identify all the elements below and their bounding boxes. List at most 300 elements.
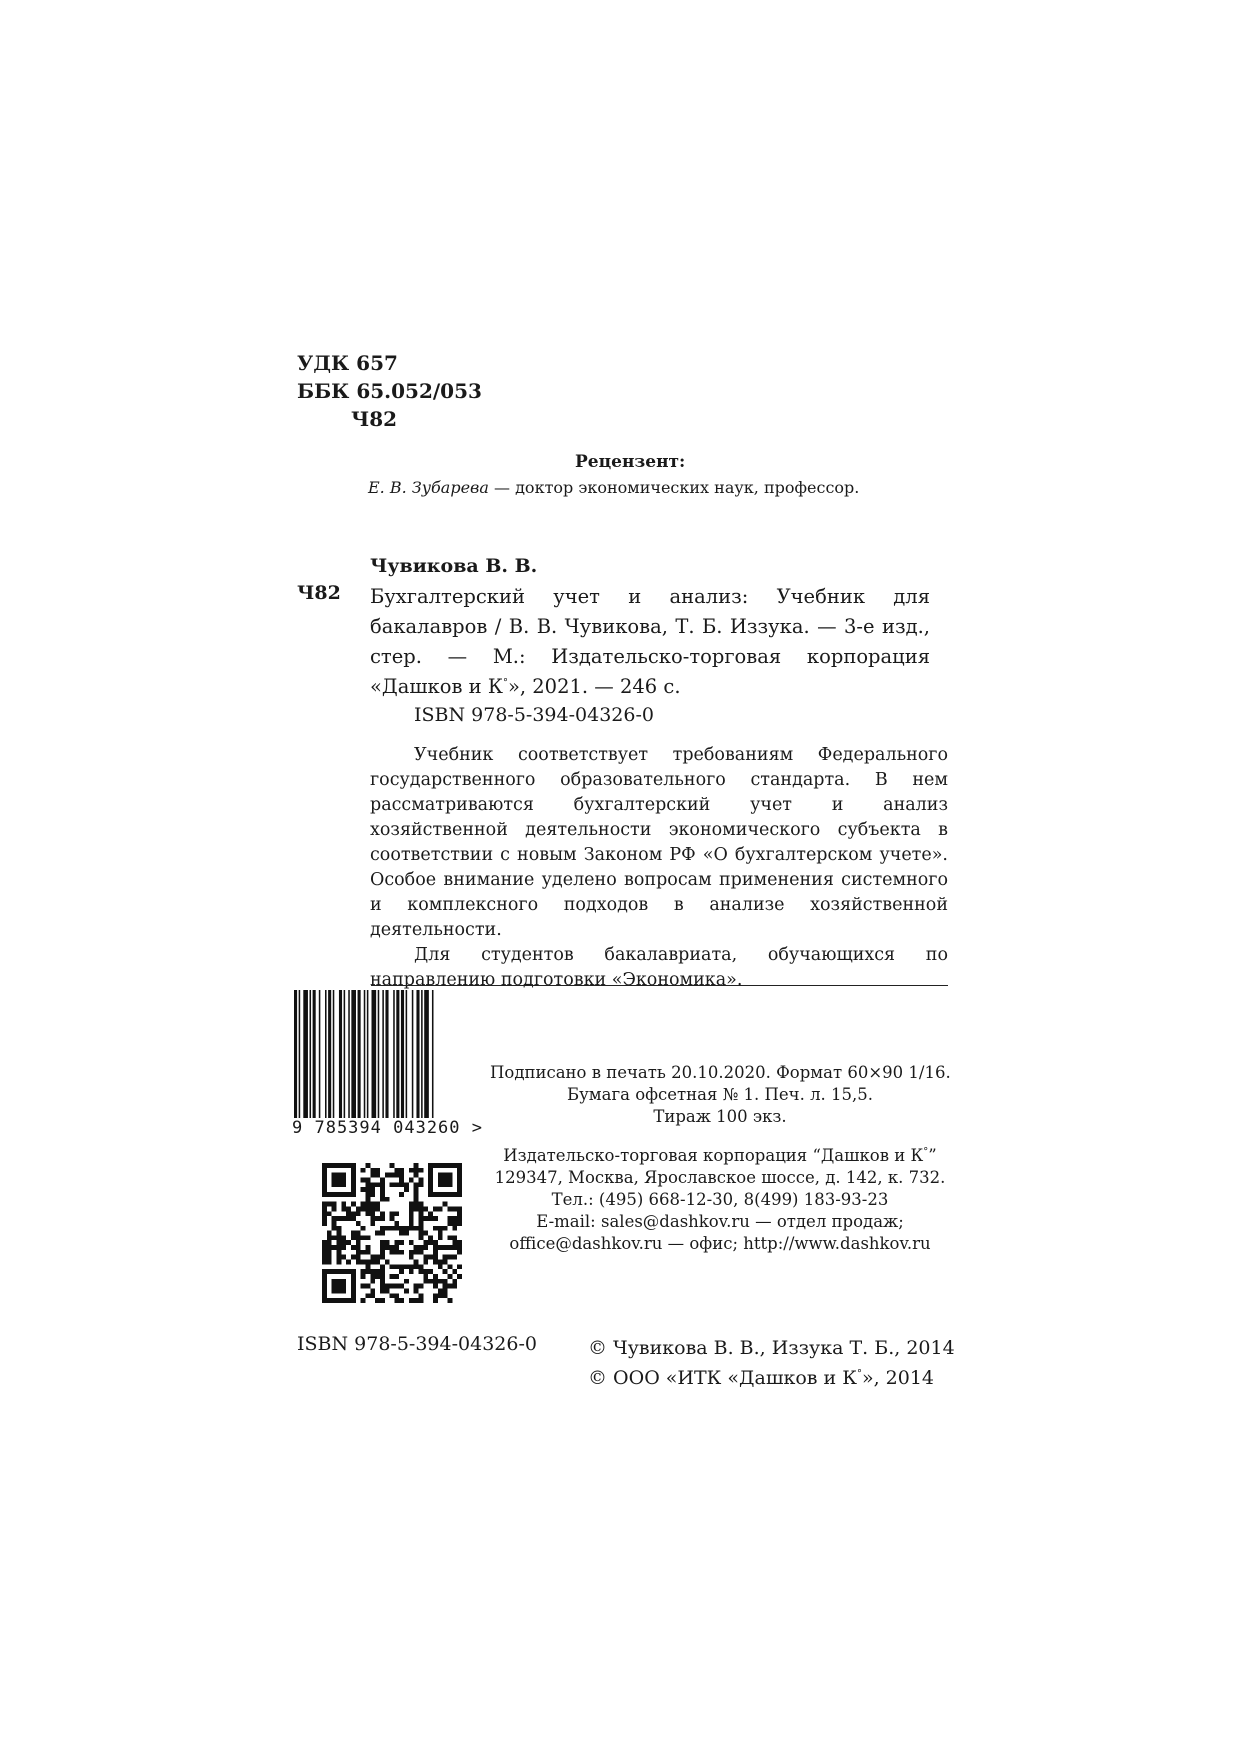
qr-module bbox=[399, 1284, 404, 1289]
qr-module bbox=[365, 1202, 370, 1207]
qr-module bbox=[332, 1173, 337, 1178]
annotation-paragraph-2: Для студентов бакалавриата, обучающихся по направлению подготовки «Экономика». bbox=[370, 945, 948, 990]
copyright-publisher bbox=[588, 1363, 955, 1393]
divider bbox=[371, 985, 948, 986]
qr-module bbox=[443, 1177, 448, 1182]
copyright-authors: © Чувикова В. В., Иззука Т. Б., 2014 bbox=[588, 1337, 955, 1359]
qr-module bbox=[346, 1269, 351, 1274]
barcode-bar bbox=[416, 990, 419, 1118]
barcode-bar bbox=[424, 990, 429, 1118]
qr-module bbox=[370, 1269, 375, 1274]
qr-module bbox=[336, 1177, 341, 1182]
copyright-publisher-text: © ООО «ИТК «Дашков и К bbox=[588, 1367, 857, 1389]
qr-module bbox=[443, 1202, 448, 1207]
qr-module bbox=[370, 1221, 375, 1226]
qr-module bbox=[414, 1289, 419, 1294]
qr-module bbox=[428, 1187, 433, 1192]
qr-module bbox=[438, 1177, 443, 1182]
qr-module bbox=[419, 1206, 424, 1211]
qr-module bbox=[409, 1264, 414, 1269]
qr-module bbox=[356, 1221, 361, 1226]
qr-module bbox=[404, 1264, 409, 1269]
qr-module bbox=[336, 1192, 341, 1197]
qr-module bbox=[365, 1187, 370, 1192]
barcode-bar bbox=[432, 990, 434, 1118]
qr-module bbox=[365, 1264, 370, 1269]
qr-module bbox=[385, 1260, 390, 1265]
barcode-bar bbox=[313, 990, 316, 1118]
qr-module bbox=[375, 1168, 380, 1173]
qr-module bbox=[394, 1274, 399, 1279]
qr-module bbox=[419, 1168, 424, 1173]
qr-module bbox=[419, 1226, 424, 1231]
qr-module bbox=[409, 1240, 414, 1245]
qr-module bbox=[428, 1240, 433, 1245]
qr-module bbox=[448, 1216, 453, 1221]
imprint-line-2: Бумага офсетная № 1. Печ. л. 15,5. bbox=[566, 1085, 874, 1104]
qr-module bbox=[380, 1279, 385, 1284]
qr-module bbox=[428, 1163, 433, 1168]
barcode-bar bbox=[393, 990, 395, 1118]
qr-module bbox=[385, 1173, 390, 1178]
qr-module bbox=[390, 1163, 395, 1168]
qr-module bbox=[375, 1231, 380, 1236]
barcode-bar bbox=[333, 990, 335, 1118]
qr-module bbox=[375, 1255, 380, 1260]
barcode-bar bbox=[348, 990, 350, 1118]
qr-module bbox=[433, 1216, 438, 1221]
qr-module bbox=[428, 1235, 433, 1240]
qr-module bbox=[394, 1221, 399, 1226]
qr-module bbox=[346, 1206, 351, 1211]
qr-module bbox=[399, 1192, 404, 1197]
qr-module bbox=[322, 1202, 327, 1207]
qr-module bbox=[346, 1163, 351, 1168]
qr-module bbox=[428, 1192, 433, 1197]
qr-module bbox=[356, 1250, 361, 1255]
qr-module bbox=[322, 1192, 327, 1197]
barcode-bar bbox=[378, 990, 380, 1118]
qr-module bbox=[394, 1168, 399, 1173]
qr-module bbox=[443, 1163, 448, 1168]
reviewer-text bbox=[368, 478, 859, 497]
qr-module bbox=[409, 1177, 414, 1182]
qr-module bbox=[336, 1235, 341, 1240]
publisher-name bbox=[490, 1145, 950, 1167]
qr-module bbox=[336, 1163, 341, 1168]
qr-module bbox=[356, 1255, 361, 1260]
qr-module bbox=[332, 1221, 337, 1226]
qr-module bbox=[351, 1182, 356, 1187]
qr-module bbox=[443, 1289, 448, 1294]
qr-module bbox=[341, 1298, 346, 1303]
qr-module bbox=[457, 1163, 462, 1168]
qr-module bbox=[423, 1255, 428, 1260]
qr-module bbox=[443, 1226, 448, 1231]
imprint-line-3: Тираж 100 экз. bbox=[653, 1107, 787, 1126]
qr-module bbox=[322, 1163, 327, 1168]
qr-module bbox=[380, 1298, 385, 1303]
qr-module bbox=[370, 1206, 375, 1211]
qr-module bbox=[419, 1231, 424, 1236]
qr-module bbox=[332, 1226, 337, 1231]
qr-module bbox=[351, 1289, 356, 1294]
qr-module bbox=[346, 1192, 351, 1197]
qr-module bbox=[409, 1211, 414, 1216]
qr-module bbox=[394, 1264, 399, 1269]
qr-module bbox=[327, 1240, 332, 1245]
imprint-line-1: Подписано в печать 20.10.2020. Формат 60×90 1/16. bbox=[490, 1063, 951, 1082]
qr-module bbox=[365, 1235, 370, 1240]
qr-module bbox=[443, 1245, 448, 1250]
qr-module bbox=[361, 1298, 366, 1303]
qr-module bbox=[365, 1197, 370, 1202]
qr-module bbox=[365, 1192, 370, 1197]
qr-module bbox=[351, 1173, 356, 1178]
qr-module bbox=[390, 1216, 395, 1221]
qr-module bbox=[457, 1245, 462, 1250]
qr-module bbox=[409, 1269, 414, 1274]
qr-module bbox=[322, 1221, 327, 1226]
qr-module bbox=[351, 1163, 356, 1168]
qr-module bbox=[433, 1240, 438, 1245]
qr-module bbox=[394, 1173, 399, 1178]
qr-module bbox=[443, 1279, 448, 1284]
qr-module bbox=[419, 1264, 424, 1269]
qr-module bbox=[419, 1284, 424, 1289]
qr-module bbox=[457, 1206, 462, 1211]
qr-module bbox=[351, 1202, 356, 1207]
qr-module bbox=[443, 1192, 448, 1197]
qr-module bbox=[332, 1192, 337, 1197]
qr-module bbox=[390, 1245, 395, 1250]
qr-module bbox=[438, 1226, 443, 1231]
qr-module bbox=[351, 1293, 356, 1298]
qr-module bbox=[356, 1240, 361, 1245]
qr-module bbox=[404, 1226, 409, 1231]
qr-module bbox=[399, 1250, 404, 1255]
qr-module bbox=[404, 1279, 409, 1284]
qr-module bbox=[351, 1235, 356, 1240]
qr-module bbox=[419, 1182, 424, 1187]
annotation-paragraph-1: Учебник соответствует требованиям Федерального государственного образовательного стандарта. В нем рассматриваются бухгалтерский учет и анализ хозяйственной деятельности экономического субъекта в соответствии с новым Законом РФ «О бухгалтерском учете». Особое внимание уделено вопросам применения системного и комплексного подходов в анализе хозяйственной деятельности. bbox=[370, 745, 948, 940]
qr-module bbox=[448, 1221, 453, 1226]
qr-module bbox=[399, 1173, 404, 1178]
qr-module bbox=[336, 1289, 341, 1294]
qr-module bbox=[322, 1293, 327, 1298]
qr-module bbox=[336, 1255, 341, 1260]
qr-module bbox=[341, 1182, 346, 1187]
qr-module bbox=[370, 1211, 375, 1216]
qr-module bbox=[390, 1264, 395, 1269]
qr-module bbox=[448, 1264, 453, 1269]
qr-module bbox=[356, 1231, 361, 1236]
qr-module bbox=[380, 1226, 385, 1231]
qr-module bbox=[351, 1216, 356, 1221]
qr-module bbox=[457, 1187, 462, 1192]
qr-module bbox=[336, 1173, 341, 1178]
qr-module bbox=[356, 1235, 361, 1240]
barcode-bar bbox=[344, 990, 346, 1118]
qr-module bbox=[332, 1206, 337, 1211]
qr-module bbox=[385, 1289, 390, 1294]
qr-module bbox=[423, 1260, 428, 1265]
qr-module bbox=[433, 1284, 438, 1289]
qr-module bbox=[365, 1293, 370, 1298]
qr-module bbox=[341, 1245, 346, 1250]
qr-module bbox=[327, 1202, 332, 1207]
qr-module bbox=[346, 1211, 351, 1216]
qr-module bbox=[322, 1182, 327, 1187]
qr-module bbox=[433, 1192, 438, 1197]
qr-module bbox=[399, 1177, 404, 1182]
qr-module bbox=[380, 1289, 385, 1294]
qr-module bbox=[419, 1298, 424, 1303]
qr-module bbox=[414, 1202, 419, 1207]
qr-module bbox=[414, 1245, 419, 1250]
qr-module bbox=[399, 1269, 404, 1274]
qr-module bbox=[448, 1298, 453, 1303]
qr-module bbox=[356, 1211, 361, 1216]
qr-module bbox=[414, 1260, 419, 1265]
qr-module bbox=[448, 1255, 453, 1260]
qr-module bbox=[404, 1187, 409, 1192]
qr-module bbox=[351, 1231, 356, 1236]
qr-module bbox=[336, 1279, 341, 1284]
qr-module bbox=[322, 1245, 327, 1250]
qr-module bbox=[423, 1206, 428, 1211]
qr-module bbox=[419, 1250, 424, 1255]
barcode-bar bbox=[367, 990, 369, 1118]
qr-module bbox=[322, 1284, 327, 1289]
qr-module bbox=[336, 1245, 341, 1250]
qr-module bbox=[370, 1192, 375, 1197]
qr-module bbox=[423, 1240, 428, 1245]
qr-module bbox=[351, 1284, 356, 1289]
barcode-bar bbox=[406, 990, 408, 1118]
qr-module bbox=[332, 1182, 337, 1187]
qr-module bbox=[370, 1187, 375, 1192]
qr-module bbox=[341, 1269, 346, 1274]
qr-module bbox=[322, 1173, 327, 1178]
bibliography-isbn: ISBN 978-5-394-04326-0 bbox=[414, 704, 654, 726]
qr-module bbox=[322, 1298, 327, 1303]
qr-module bbox=[423, 1269, 428, 1274]
qr-module bbox=[452, 1216, 457, 1221]
qr-module bbox=[433, 1298, 438, 1303]
qr-module bbox=[380, 1187, 385, 1192]
qr-module bbox=[394, 1226, 399, 1231]
qr-module bbox=[365, 1177, 370, 1182]
qr-module bbox=[370, 1216, 375, 1221]
qr-module bbox=[370, 1173, 375, 1178]
qr-module bbox=[452, 1245, 457, 1250]
qr-module bbox=[443, 1260, 448, 1265]
qr-module bbox=[448, 1235, 453, 1240]
qr-module bbox=[414, 1187, 419, 1192]
qr-module bbox=[390, 1250, 395, 1255]
qr-module bbox=[394, 1182, 399, 1187]
barcode-bar bbox=[372, 990, 377, 1118]
qr-module bbox=[370, 1168, 375, 1173]
qr-module bbox=[322, 1177, 327, 1182]
qr-module bbox=[380, 1264, 385, 1269]
qr-module bbox=[452, 1255, 457, 1260]
qr-module bbox=[443, 1173, 448, 1178]
qr-module bbox=[399, 1182, 404, 1187]
qr-module bbox=[351, 1269, 356, 1274]
publisher-info bbox=[490, 1145, 950, 1255]
qr-module bbox=[361, 1250, 366, 1255]
qr-module bbox=[414, 1264, 419, 1269]
bibliography-entry-text: Бухгалтерский учет и анализ: Учебник для бакалавров / В. В. Чувикова, Т. Б. Иззука. — 3-е изд., стер. — М.: Издательско-торговая корпорация «Дашков и К bbox=[370, 585, 930, 698]
barcode-bar bbox=[351, 990, 356, 1118]
bbk-code: ББК 65.052/053 bbox=[297, 379, 482, 403]
qr-module bbox=[365, 1269, 370, 1274]
barcode-bar bbox=[364, 990, 366, 1118]
qr-module bbox=[433, 1279, 438, 1284]
qr-module bbox=[443, 1269, 448, 1274]
qr-module bbox=[385, 1245, 390, 1250]
qr-module bbox=[341, 1255, 346, 1260]
qr-module bbox=[336, 1250, 341, 1255]
copyright-publisher-tail: », 2014 bbox=[861, 1367, 935, 1389]
qr-module bbox=[428, 1168, 433, 1173]
qr-module bbox=[375, 1182, 380, 1187]
qr-module bbox=[346, 1260, 351, 1265]
qr-module bbox=[409, 1216, 414, 1221]
qr-module bbox=[336, 1216, 341, 1221]
publisher-name-tail: ” bbox=[928, 1146, 937, 1165]
qr-module bbox=[332, 1235, 337, 1240]
qr-module bbox=[419, 1293, 424, 1298]
footer-isbn: ISBN 978-5-394-04326-0 bbox=[297, 1333, 537, 1355]
qr-module bbox=[448, 1182, 453, 1187]
qr-module bbox=[327, 1192, 332, 1197]
qr-module bbox=[322, 1260, 327, 1265]
qr-module bbox=[457, 1240, 462, 1245]
qr-module bbox=[448, 1274, 453, 1279]
qr-module bbox=[370, 1255, 375, 1260]
qr-module bbox=[457, 1221, 462, 1226]
qr-module bbox=[341, 1163, 346, 1168]
qr-module bbox=[365, 1163, 370, 1168]
qr-module bbox=[370, 1279, 375, 1284]
qr-module bbox=[452, 1240, 457, 1245]
qr-module bbox=[375, 1274, 380, 1279]
qr-module bbox=[380, 1211, 385, 1216]
qr-module bbox=[322, 1211, 327, 1216]
author-mark: Ч82 bbox=[351, 407, 398, 431]
qr-module bbox=[322, 1255, 327, 1260]
qr-module bbox=[327, 1260, 332, 1265]
barcode-bar bbox=[358, 990, 361, 1118]
qr-module bbox=[438, 1235, 443, 1240]
qr-module bbox=[370, 1260, 375, 1265]
qr-module bbox=[399, 1240, 404, 1245]
qr-module bbox=[433, 1293, 438, 1298]
qr-module bbox=[341, 1177, 346, 1182]
qr-module bbox=[433, 1245, 438, 1250]
qr-module bbox=[409, 1168, 414, 1173]
qr-module bbox=[356, 1260, 361, 1265]
qr-module bbox=[375, 1260, 380, 1265]
qr-module bbox=[327, 1231, 332, 1236]
qr-module bbox=[351, 1255, 356, 1260]
qr-module bbox=[322, 1279, 327, 1284]
qr-module bbox=[332, 1202, 337, 1207]
qr-module bbox=[409, 1206, 414, 1211]
qr-module bbox=[361, 1274, 366, 1279]
qr-module bbox=[419, 1269, 424, 1274]
qr-module bbox=[375, 1269, 380, 1274]
publisher-phone: Тел.: (495) 668-12-30, 8(499) 183-93-23 bbox=[551, 1190, 889, 1209]
qr-module bbox=[399, 1298, 404, 1303]
qr-module bbox=[438, 1293, 443, 1298]
qr-module bbox=[448, 1192, 453, 1197]
qr-module bbox=[380, 1250, 385, 1255]
qr-module bbox=[438, 1245, 443, 1250]
degree-sign: ° bbox=[923, 1146, 929, 1158]
print-imprint bbox=[490, 1062, 950, 1128]
qr-module bbox=[452, 1163, 457, 1168]
qr-module bbox=[370, 1289, 375, 1294]
qr-module bbox=[375, 1298, 380, 1303]
qr-module bbox=[380, 1192, 385, 1197]
qr-module bbox=[399, 1226, 404, 1231]
qr-module bbox=[423, 1279, 428, 1284]
barcode-image bbox=[294, 990, 484, 1118]
reviewer-description: — доктор экономических наук, профессор. bbox=[488, 478, 860, 497]
qr-module bbox=[423, 1274, 428, 1279]
qr-module bbox=[341, 1289, 346, 1294]
qr-module bbox=[365, 1211, 370, 1216]
qr-module bbox=[332, 1289, 337, 1294]
barcode-bar bbox=[401, 990, 404, 1118]
qr-module bbox=[351, 1211, 356, 1216]
qr-module bbox=[433, 1226, 438, 1231]
qr-module bbox=[419, 1245, 424, 1250]
qr-module bbox=[423, 1245, 428, 1250]
qr-module bbox=[385, 1240, 390, 1245]
qr-module bbox=[327, 1235, 332, 1240]
qr-module bbox=[457, 1192, 462, 1197]
qr-module bbox=[438, 1173, 443, 1178]
udk-code: УДК 657 bbox=[297, 351, 398, 375]
qr-module bbox=[452, 1284, 457, 1289]
qr-module bbox=[448, 1177, 453, 1182]
qr-module bbox=[385, 1226, 390, 1231]
qr-module bbox=[448, 1173, 453, 1178]
qr-module bbox=[394, 1293, 399, 1298]
qr-module bbox=[327, 1250, 332, 1255]
qr-module bbox=[336, 1226, 341, 1231]
qr-module bbox=[428, 1211, 433, 1216]
qr-module bbox=[452, 1235, 457, 1240]
qr-module bbox=[375, 1206, 380, 1211]
qr-module bbox=[346, 1240, 351, 1245]
qr-module bbox=[380, 1216, 385, 1221]
qr-module bbox=[365, 1182, 370, 1187]
qr-module bbox=[332, 1298, 337, 1303]
qr-module bbox=[351, 1274, 356, 1279]
qr-module bbox=[390, 1284, 395, 1289]
qr-module bbox=[452, 1206, 457, 1211]
qr-module bbox=[322, 1216, 327, 1221]
qr-module bbox=[419, 1235, 424, 1240]
qr-module bbox=[457, 1264, 462, 1269]
qr-module bbox=[336, 1298, 341, 1303]
